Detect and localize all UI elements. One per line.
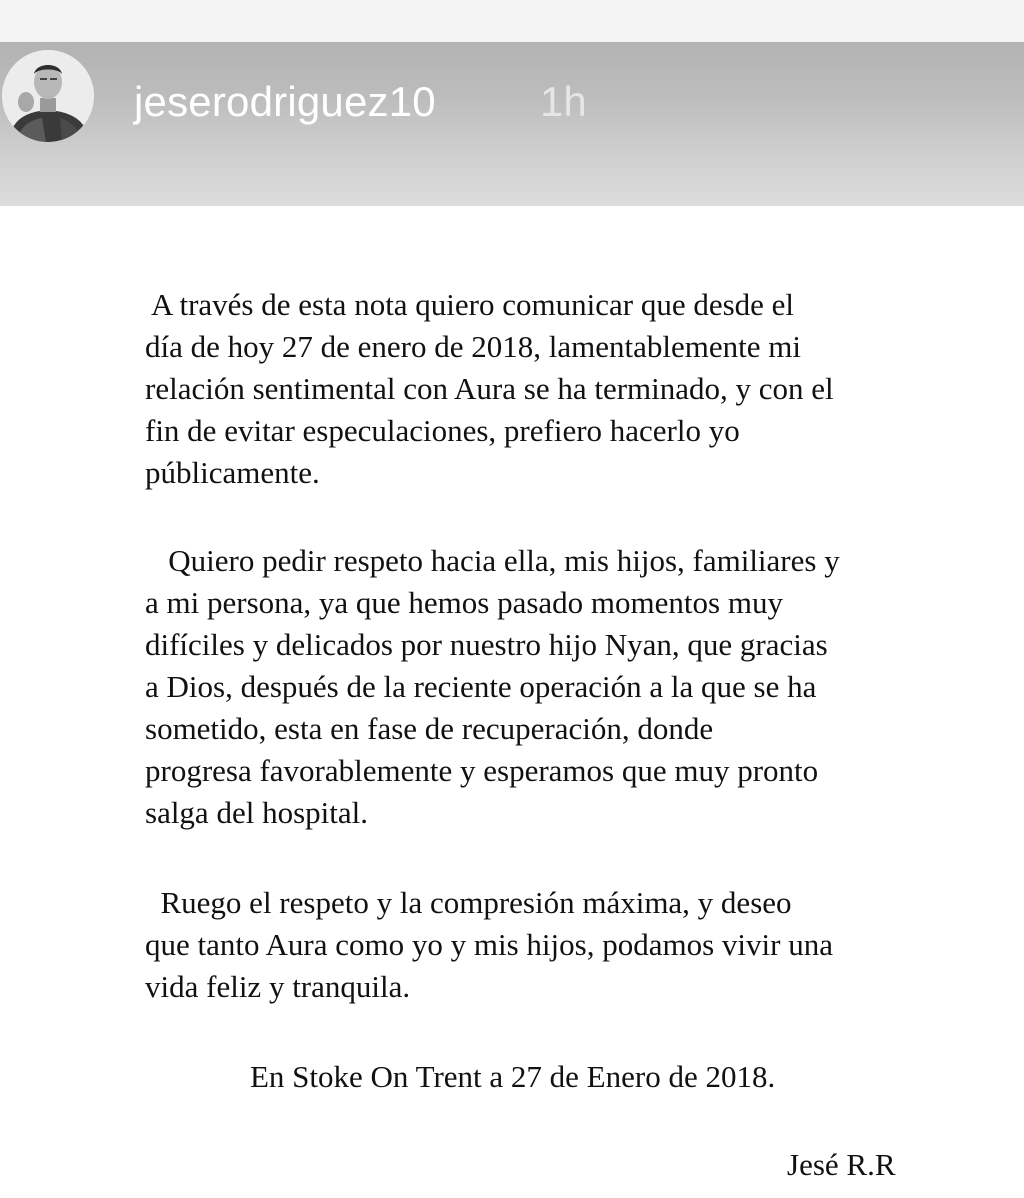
- avatar-photo: [2, 50, 94, 142]
- avatar[interactable]: [2, 50, 94, 142]
- letter-signature: Jesé R.R: [787, 1147, 896, 1182]
- story-header: [0, 42, 1024, 206]
- story-timestamp: 1h: [540, 78, 587, 125]
- letter-paragraph-2: Quiero pedir respeto hacia ella, mis hijos, familiares y a mi persona, ya que hemos pasado momentos muy difíciles y delicados por nuestro hijo Nyan, que gracias a Dios, después de la reciente operación a la que se ha sometido, esta en fase de recuperación, donde progresa favorablemente y esperamos que muy pronto salga del hospital.: [145, 543, 840, 830]
- letter-paragraph-1: A través de esta nota quiero comunicar que desde el día de hoy 27 de enero de 2018, lamentablemente mi relación sentimental con Aura se ha terminado, y con el fin de evitar especulaciones, prefiero hacerlo yo públicamente.: [145, 287, 834, 490]
- story-username[interactable]: jeserodriguez10: [134, 78, 436, 125]
- letter-paragraph-3: Ruego el respeto y la compresión máxima, y deseo que tanto Aura como yo y mis hijos, podamos vivir una vida feliz y tranquila.: [145, 885, 833, 1004]
- letter-place-date: En Stoke On Trent a 27 de Enero de 2018.: [250, 1059, 776, 1094]
- status-strip: [0, 0, 1024, 42]
- letter-document: [0, 206, 1024, 1198]
